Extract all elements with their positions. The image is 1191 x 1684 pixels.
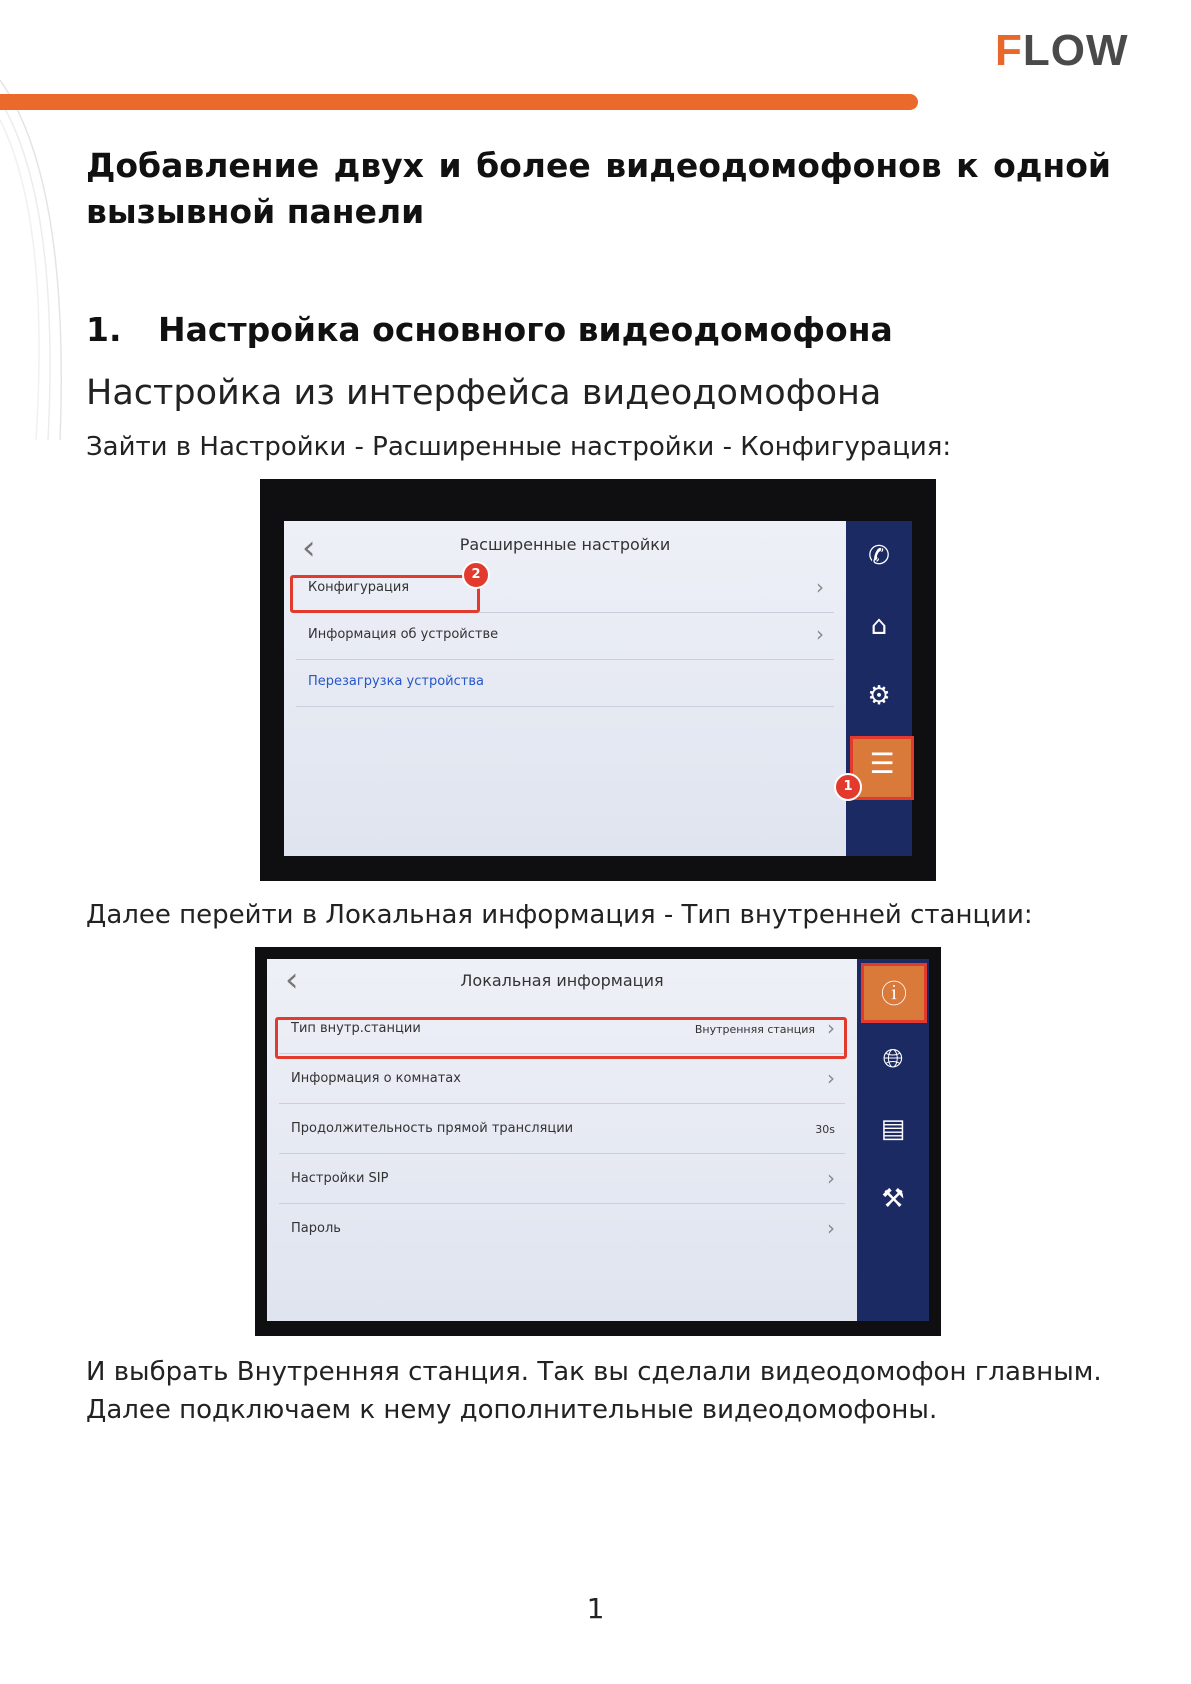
logo-letter-f: F xyxy=(995,26,1023,75)
highlight-configuration xyxy=(290,575,480,613)
back-arrow-icon[interactable]: ‹ xyxy=(302,528,316,568)
settings-row-device-info[interactable] xyxy=(296,613,834,660)
row-value: 30s xyxy=(815,1123,835,1136)
info-icon-active[interactable] xyxy=(861,963,927,1023)
chevron-right-icon: › xyxy=(816,575,824,599)
screen-title: Расширенные настройки xyxy=(459,535,671,554)
chevron-right-icon: › xyxy=(827,1166,835,1190)
document-title: Добавление двух и более видеодомофонов к одной вызывной панели xyxy=(86,146,1111,231)
step-badge-1: 1 xyxy=(834,773,862,801)
paragraph-step-2: Далее перейти в Локальная информация - Тип внутренней станции: xyxy=(86,900,1033,930)
section-heading xyxy=(86,308,893,352)
tools-icon[interactable]: ⚒ xyxy=(881,1184,905,1214)
side-rail xyxy=(846,521,912,856)
screen-title: Локальная информация xyxy=(460,971,664,990)
chevron-right-icon: › xyxy=(816,622,824,646)
row-label: Информация об устройстве xyxy=(308,627,499,642)
row-label: Перезагрузка устройства xyxy=(308,674,484,689)
gear-icon[interactable]: ⚙ xyxy=(867,681,891,711)
decorative-curve xyxy=(0,60,80,440)
page-number: 1 xyxy=(586,1592,605,1625)
logo-text: LOW xyxy=(1022,26,1129,75)
device-icon[interactable]: ▤ xyxy=(880,1114,906,1144)
chevron-right-icon: › xyxy=(827,1016,835,1040)
chevron-right-icon: › xyxy=(827,1066,835,1090)
paragraph-step-1: Зайти в Настройки - Расширенные настройки - Конфигурация: xyxy=(86,432,952,462)
section-title: Настройка основного видеодомофона xyxy=(158,310,893,349)
row-label: Пароль xyxy=(291,1221,341,1236)
screenshot-advanced-settings xyxy=(260,479,936,881)
home-settings-icon[interactable]: ⌂ xyxy=(870,611,888,641)
chevron-right-icon: › xyxy=(827,1216,835,1240)
section-number: 1. xyxy=(86,310,122,349)
highlight-station-type xyxy=(275,1017,847,1059)
settings-row-room-info[interactable] xyxy=(279,1057,845,1104)
info-icon: ⓘ xyxy=(880,980,907,1010)
device-screen xyxy=(284,521,846,856)
step-badge-2: 2 xyxy=(462,561,490,589)
row-value: Внутренняя станция xyxy=(694,1023,815,1036)
row-label: Настройки SIP xyxy=(291,1171,389,1186)
settings-row-stream-duration[interactable] xyxy=(279,1107,845,1154)
back-arrow-icon[interactable]: ‹ xyxy=(285,960,299,1000)
call-settings-icon[interactable]: ✆ xyxy=(868,541,890,571)
row-label: Тип внутр.станции xyxy=(291,1021,421,1036)
settings-row-reboot[interactable] xyxy=(296,660,834,707)
brand-logo xyxy=(995,28,1129,74)
row-label: Информация о комнатах xyxy=(291,1071,461,1086)
settings-row-sip[interactable] xyxy=(279,1157,845,1204)
paragraph-step-3: И выбрать Внутренняя станция. Так вы сделали видеодомофон главным. Далее подключаем к нему дополнительные видеодомофоны. xyxy=(86,1357,1102,1425)
header-accent-bar xyxy=(0,94,918,110)
screenshot-local-info xyxy=(255,947,941,1336)
row-label: Продолжительность прямой трансляции xyxy=(291,1121,574,1136)
globe-icon[interactable]: 🌐︎ xyxy=(882,1044,904,1074)
side-rail xyxy=(857,959,929,1321)
settings-row-password[interactable] xyxy=(279,1207,845,1253)
sliders-icon: ☰ xyxy=(869,747,895,780)
device-screen xyxy=(267,959,857,1321)
row-label: Конфигурация xyxy=(308,580,410,595)
subsection-heading: Настройка из интерфейса видеодомофона xyxy=(86,373,882,413)
